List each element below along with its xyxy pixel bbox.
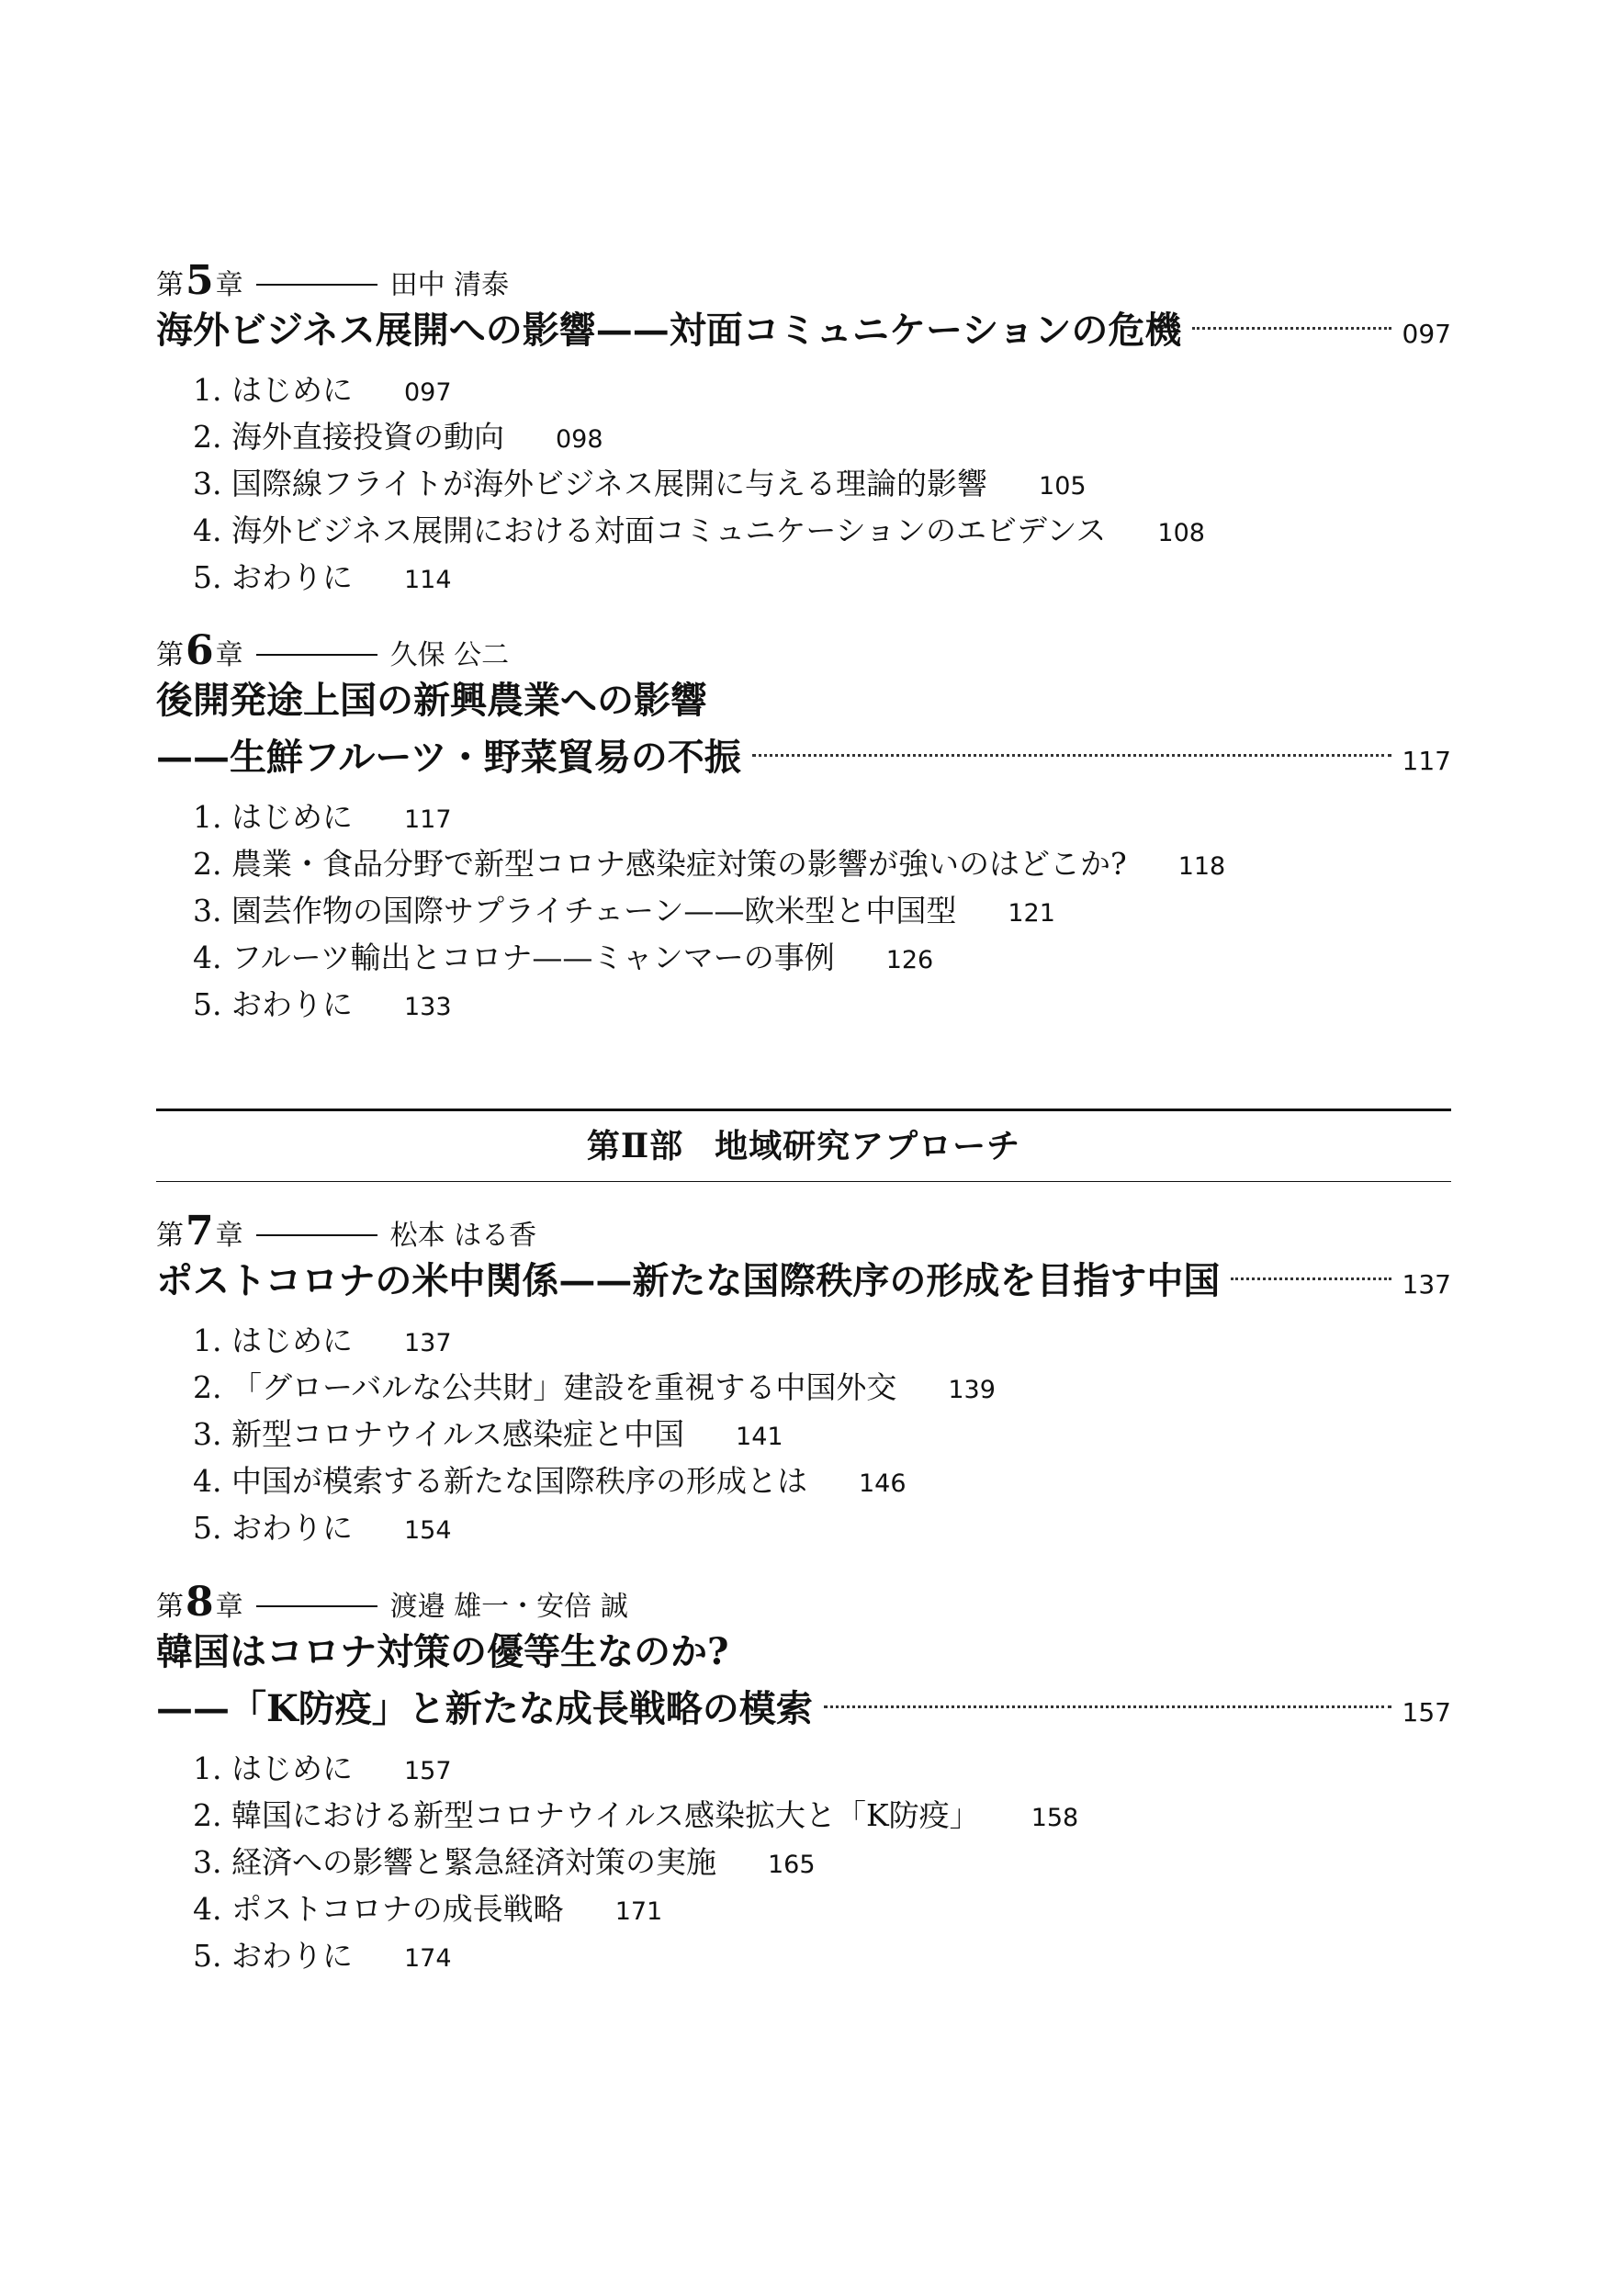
section-page: 146 [859,1469,907,1498]
section-title: 新型コロナウイルス感染症と中国 [231,1416,685,1452]
section-title: おわりに [231,1938,353,1974]
chapter-7 [156,1210,1451,1551]
part-title-text: 地域研究アプローチ [715,1127,1021,1165]
chapter-author: 久保 公二 [389,639,510,671]
chapter-dash [256,284,377,286]
section-number: 2. [193,1797,222,1833]
section-title: 「グローバルな公共財」建設を重視する中国外交 [231,1369,897,1405]
chapter-suffix: 章 [215,1220,243,1252]
chapter-page: 117 [1402,746,1451,776]
section-item[interactable] [193,1932,1451,1979]
chapter-suffix: 章 [215,1591,243,1623]
section-title: 韓国における新型コロナウイルス感染拡大と「K防疫」 [231,1797,980,1833]
section-page: 105 [1039,472,1087,501]
section-item[interactable] [193,1792,1451,1839]
chapter-title[interactable] [156,1253,1451,1310]
section-page: 121 [1008,899,1055,928]
section-number: 4. [193,1891,222,1927]
chapter-8 [156,1581,1451,1979]
part-heading [156,1109,1451,1182]
section-number: 4. [193,940,222,975]
section-number: 1. [193,799,222,835]
section-number: 2. [193,419,222,455]
section-page: 154 [404,1516,452,1545]
section-item[interactable] [193,1504,1451,1551]
chapter-page: 157 [1402,1697,1451,1728]
section-number: 5. [193,559,222,595]
section-title: ポストコロナの成長戦略 [231,1891,564,1927]
section-item[interactable] [193,887,1451,934]
dot-leader [752,754,1391,757]
section-page: 158 [1031,1804,1079,1832]
section-page: 114 [404,566,452,594]
chapter-title[interactable] [156,1624,1451,1681]
section-title: 海外ビジネス展開における対面コミュニケーションのエビデンス [231,512,1107,548]
chapter-title-text: 海外ビジネス展開への影響——対面コミュニケーションの危機 [156,309,1182,352]
chapter-subtitle-text: ——生鮮フルーツ・野菜貿易の不振 [156,736,741,779]
section-number: 4. [193,512,222,548]
section-number: 3. [193,1416,222,1452]
chapter-title[interactable] [156,302,1451,359]
section-title: 農業・食品分野で新型コロナ感染症対策の影響が強いのはどこか? [231,846,1127,882]
section-number: 4. [193,1463,222,1499]
section-list [156,1317,1451,1551]
section-title: はじめに [231,1750,353,1786]
section-list [156,793,1451,1028]
section-item[interactable] [193,1411,1451,1458]
section-item[interactable] [193,1885,1451,1932]
section-title: おわりに [231,986,353,1022]
chapter-number: 8 [186,1579,214,1626]
chapter-label: 第 [156,1220,184,1252]
chapter-title-text: ポストコロナの米中関係——新たな国際秩序の形成を目指す中国 [156,1259,1221,1302]
section-item[interactable] [193,460,1451,507]
dot-leader [1231,1277,1391,1280]
section-page: 137 [404,1329,452,1357]
section-number: 2. [193,846,222,882]
section-item[interactable] [193,793,1451,840]
section-title: はじめに [231,799,353,835]
section-item[interactable] [193,1839,1451,1885]
section-number: 3. [193,893,222,929]
section-page: 171 [614,1897,663,1926]
section-item[interactable] [193,1458,1451,1504]
chapter-title-text: 韓国はコロナ対策の優等生なのか? [156,1630,729,1673]
chapter-5 [156,257,1451,601]
section-item[interactable] [193,507,1451,554]
section-item[interactable] [193,1364,1451,1411]
chapter-subtitle[interactable] [156,729,1451,786]
chapter-number: 6 [186,627,214,674]
section-item[interactable] [193,1745,1451,1792]
section-list [156,1745,1451,1979]
section-number: 5. [193,986,222,1022]
chapter-label: 第 [156,1591,184,1623]
chapter-header [156,1581,1451,1624]
chapter-page: 137 [1402,1269,1451,1300]
chapter-author: 田中 清泰 [389,269,510,301]
chapter-subtitle-text: ——「K防疫」と新たな成長戦略の模索 [156,1687,813,1730]
section-page: 108 [1157,519,1205,547]
section-item[interactable] [193,934,1451,981]
section-item[interactable] [193,981,1451,1028]
section-number: 3. [193,466,222,501]
chapter-number: 5 [186,257,214,304]
section-number: 5. [193,1510,222,1546]
section-number: 5. [193,1938,222,1974]
section-title: 園芸作物の国際サプライチェーン——欧米型と中国型 [231,893,957,929]
section-page: 165 [768,1851,816,1879]
dot-leader [824,1705,1391,1708]
chapter-dash [256,654,377,656]
section-title: 経済への影響と緊急経済対策の実施 [231,1844,716,1880]
part-title [156,1111,1451,1181]
section-page: 141 [736,1423,783,1451]
section-title: 国際線フライトが海外ビジネス展開に与える理論的影響 [231,466,988,501]
chapter-suffix: 章 [215,269,243,301]
chapter-page: 097 [1402,319,1451,349]
section-item[interactable] [193,1317,1451,1364]
section-number: 3. [193,1844,222,1880]
section-page: 097 [404,378,452,407]
section-title: 中国が模索する新たな国際秩序の形成とは [231,1463,807,1499]
chapter-header [156,627,1451,674]
chapter-subtitle[interactable] [156,1681,1451,1738]
section-item[interactable] [193,366,1451,413]
chapter-label: 第 [156,269,184,301]
part-rule-bottom [156,1181,1451,1182]
chapter-6 [156,627,1451,1028]
section-title: はじめに [231,1322,353,1358]
chapter-author: 松本 はる香 [389,1220,537,1252]
part-label: 第Ⅱ部 [586,1127,684,1165]
section-title: フルーツ輸出とコロナ——ミャンマーの事例 [231,940,835,975]
chapter-dash [256,1605,377,1607]
section-page: 139 [948,1376,996,1404]
chapter-author: 渡邉 雄一・安倍 誠 [389,1591,628,1623]
section-item[interactable] [193,554,1451,601]
section-number: 1. [193,372,222,408]
chapter-title[interactable] [156,672,1451,729]
section-item[interactable] [193,413,1451,460]
section-title: 海外直接投資の動向 [231,419,504,455]
chapter-suffix: 章 [215,639,243,671]
section-page: 126 [885,946,934,974]
chapter-header [156,257,1451,304]
section-title: おわりに [231,559,353,595]
chapter-number: 7 [186,1208,214,1255]
section-page: 174 [404,1944,452,1973]
dot-leader [1192,327,1391,330]
section-number: 2. [193,1369,222,1405]
section-page: 098 [556,425,603,454]
section-page: 117 [404,805,452,834]
section-title: はじめに [231,372,353,408]
section-page: 133 [404,993,452,1021]
section-title: おわりに [231,1510,353,1546]
chapter-title-text: 後開発途上国の新興農業への影響 [156,679,707,722]
chapter-label: 第 [156,639,184,671]
section-item[interactable] [193,840,1451,887]
section-page: 118 [1177,852,1226,881]
section-page: 157 [404,1757,452,1785]
section-list [156,366,1451,601]
section-number: 1. [193,1322,222,1358]
chapter-dash [256,1234,377,1236]
chapter-header [156,1210,1451,1253]
section-number: 1. [193,1750,222,1786]
